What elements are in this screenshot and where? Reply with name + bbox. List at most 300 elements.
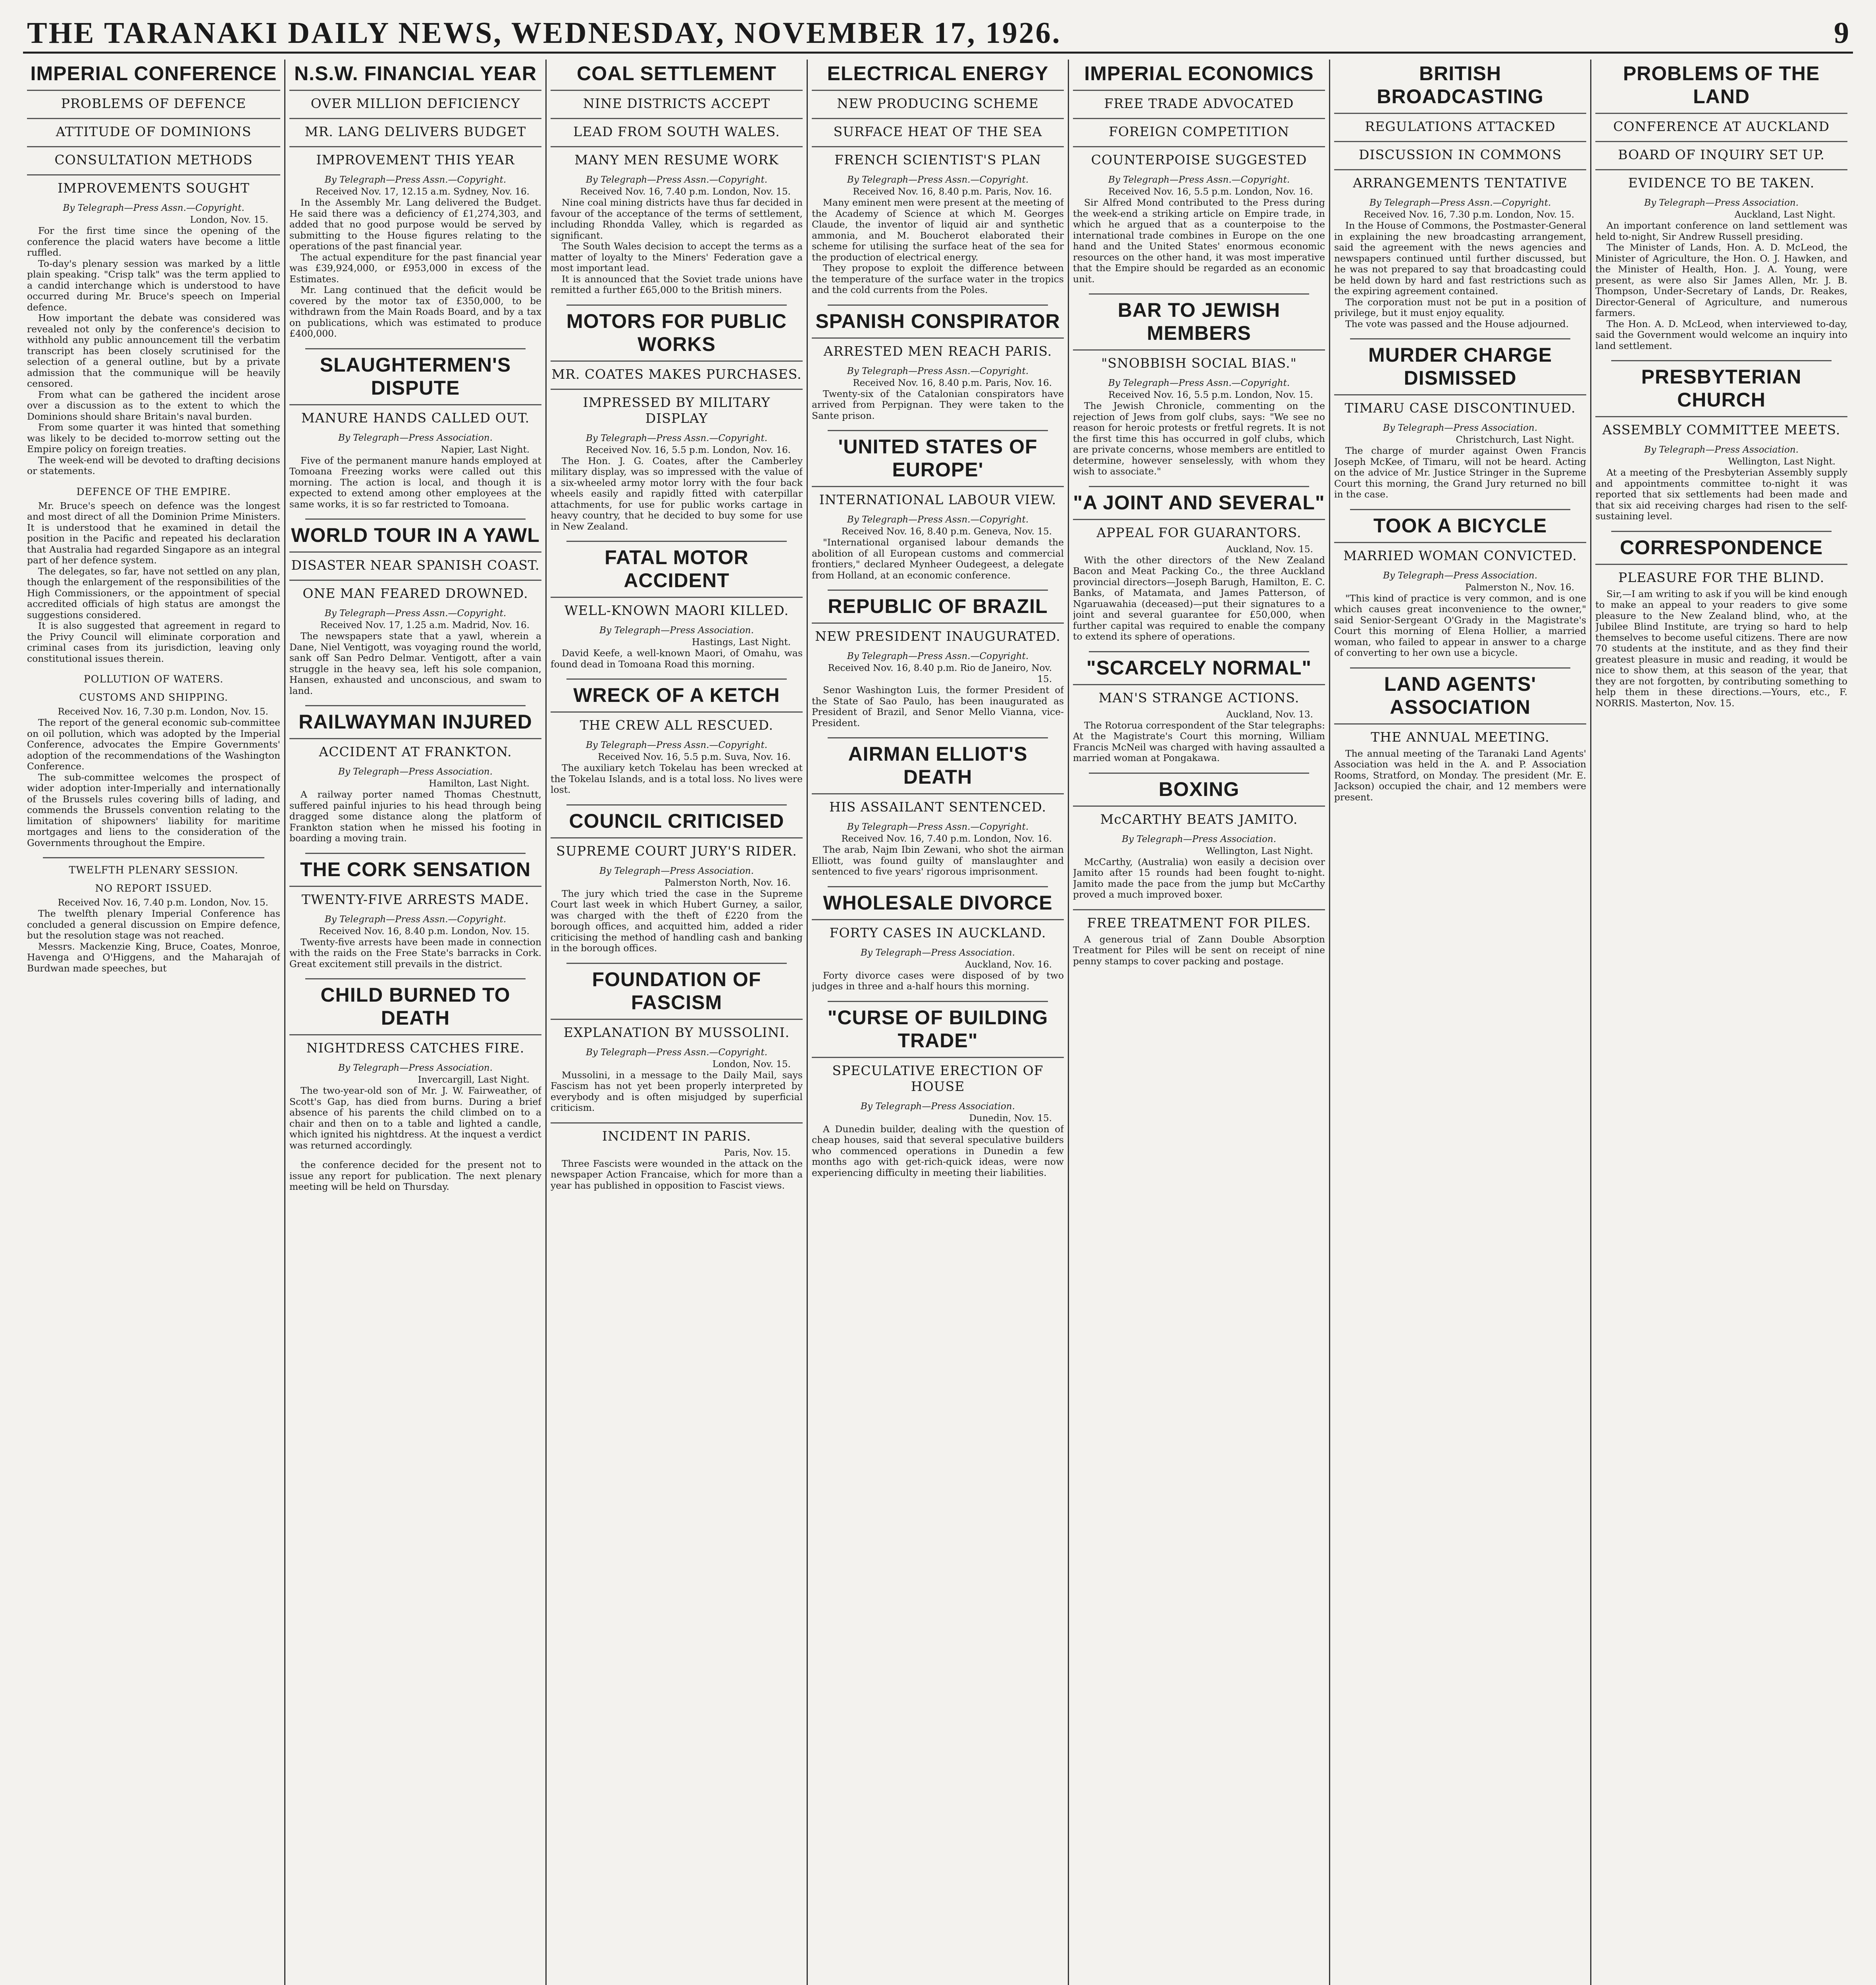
byline: By Telegraph—Press Association. xyxy=(338,1063,493,1073)
article xyxy=(812,737,1064,877)
article-subheadline: MARRIED WOMAN CONVICTED. xyxy=(1334,542,1586,567)
byline: By Telegraph—Press Assn.—Copyright. xyxy=(63,203,245,213)
paragraph: From some quarter it was hinted that something was likely to be decided to-morrow setting out the Empire policy on foreign treaties. xyxy=(27,422,280,455)
dateline: Received Nov. 16, 8.40 p.m. Rio de Janeiro, Nov. 15. xyxy=(828,663,1052,684)
divider-rule xyxy=(566,963,787,964)
article-body xyxy=(289,197,541,339)
article-body xyxy=(551,888,803,954)
article-body xyxy=(1595,589,1847,709)
article-headline: MOTORS FOR PUBLIC WORKS xyxy=(566,310,787,355)
article-body xyxy=(1073,555,1325,642)
dateline: Received Nov. 16, 7.40 p.m. London, Nov. 15. xyxy=(580,187,791,197)
article xyxy=(1073,651,1325,764)
subheadline: CONSULTATION METHODS xyxy=(27,146,280,171)
byline: By Telegraph—Press Association. xyxy=(861,1101,1015,1112)
paragraph: The two-year-old son of Mr. J. W. Fairweather, of Scott's Gap, has died from burns. During a brief absence of his parents the child climbed on to a chair and then on to a table and lighted a candle, which ignited his nightdress. At the inquest a verdict was returned accordingly. xyxy=(289,1085,541,1151)
paragraph: Five of the permanent manure hands employed at Tomoana Freezing works were called out this morning. The action is local, and though it is expected to extend among other employees at the same works, it is so far restricted to Tomoana. xyxy=(289,455,541,510)
divider-rule xyxy=(828,304,1048,306)
article xyxy=(812,886,1064,992)
dateline: Received Nov. 16, 8.40 p.m. Paris, Nov. 16. xyxy=(853,187,1052,197)
article-body xyxy=(1073,934,1325,967)
divider-rule xyxy=(566,804,787,806)
divider-rule xyxy=(1611,360,1832,361)
divider-rule xyxy=(1089,773,1309,774)
column-2 xyxy=(284,60,545,1985)
dateline: Received Nov. 16, 8.40 p.m. London, Nov. 15. xyxy=(319,926,530,937)
article-body xyxy=(1073,197,1325,285)
subheadline: EVIDENCE TO BE TAKEN. xyxy=(1595,169,1847,194)
dateline: Received Nov. 17, 1.25 a.m. Madrid, Nov. 16. xyxy=(320,620,530,630)
paragraph: Sir,—I am writing to ask if you will be kind enough to make an appeal to your readers to give some pleasure to the New Zealand blind, who, at the Jubilee Blind Institute, are trying so hard to help themselves to become useful citizens. There are now 70 students at the institute, and as they find their greatest pleasure in music and reading, it would be nice to show them, at this season of the year, that they are not forgotten, by contributing something to help them in these directions.—Yours, etc., F. NORRIS. Masterton, Nov. 15. xyxy=(1595,588,1847,709)
paragraph: "This kind of practice is very common, and is one which causes great inconvenience to the owner," said Senior-Sergeant O'Grady in the Magistrate's Court this morning of Elena Hollier, a married woman, who failed to appear in answer to a charge of converting to her own use a bicycle. xyxy=(1334,592,1586,658)
divider-rule xyxy=(566,678,787,680)
dateline: Palmerston North, Nov. 16. xyxy=(664,877,791,888)
byline: By Telegraph—Press Assn.—Copyright. xyxy=(1108,378,1290,388)
dateline: Received Nov. 16, 8.40 p.m. Paris, Nov. 16. xyxy=(853,378,1052,388)
article xyxy=(551,678,803,796)
article-body xyxy=(27,717,280,848)
column-content xyxy=(1334,60,1586,1985)
headline: IMPERIAL CONFERENCE xyxy=(30,62,277,85)
article-body xyxy=(1073,720,1325,764)
article xyxy=(812,430,1064,581)
byline: By Telegraph—Press Assn.—Copyright. xyxy=(586,740,768,750)
lead-article xyxy=(551,62,803,296)
article-subheadline: HIS ASSAILANT SENTENCED. xyxy=(812,793,1064,818)
dateline: Christchurch, Last Night. xyxy=(1456,435,1574,445)
article-subheadline: "SNOBBISH SOCIAL BIAS." xyxy=(1073,349,1325,374)
byline: By Telegraph—Press Assn.—Copyright. xyxy=(324,914,507,925)
article-body xyxy=(551,1158,803,1191)
article-subheadline: TIMARU CASE DISCONTINUED. xyxy=(1334,394,1586,419)
dateline: Received Nov. 16, 7.30 p.m. London, Nov. 15. xyxy=(1364,210,1574,220)
paragraph: Senor Washington Luis, the former President of the State of Sao Paulo, has been inaugurated as President of Brazil, and Senor Mello Vianna, vice-President. xyxy=(812,684,1064,728)
subheadline: IMPROVEMENT THIS YEAR xyxy=(289,146,541,171)
article-headline: SPANISH CONSPIRATOR xyxy=(815,310,1060,332)
article-body xyxy=(551,648,803,670)
byline: By Telegraph—Press Association. xyxy=(338,767,493,777)
article-headline: "CURSE OF BUILDING TRADE" xyxy=(827,1006,1048,1052)
article-headline: RAILWAYMAN INJURED xyxy=(299,711,532,733)
column-content xyxy=(289,60,541,1985)
sub-article xyxy=(27,857,280,974)
dateline: Invercargill, Last Night. xyxy=(418,1075,530,1085)
dateline: Auckland, Last Night. xyxy=(1734,210,1836,220)
article-body xyxy=(27,501,280,665)
subheadline: NEW PRODUCING SCHEME xyxy=(812,90,1064,115)
article-body xyxy=(812,685,1064,728)
section-subhead: NO REPORT ISSUED. xyxy=(95,883,212,894)
article-headline: CHILD BURNED TO DEATH xyxy=(320,984,510,1029)
article xyxy=(289,348,541,510)
byline: By Telegraph—Press Assn.—Copyright. xyxy=(324,175,507,185)
paragraph: The jury which tried the case in the Supreme Court last week in which Hubert Gurney, a sailor, was charged with the theft of £220 from the borough offices, and acquitted him, added a rider criticising the method of handling cash and banking in the borough offices. xyxy=(551,888,803,954)
article-headline: FOUNDATION OF FASCISM xyxy=(592,968,761,1014)
paragraph: Mr. Bruce's speech on defence was the longest and most direct of all the Dominion Prime Ministers. It is understood that he examined in detail the position in the Pacific and repeated his declaration that Australia had regarded Singapore as an integral part of her defence system. xyxy=(27,500,280,566)
paragraph: Twenty-six of the Catalonian conspirators have arrived from Perpignan. They were taken to the Sante prison. xyxy=(812,388,1064,421)
article-body xyxy=(289,1085,541,1151)
article-subheadline: WELL-KNOWN MAORI KILLED. xyxy=(551,597,803,622)
section-head: TWELFTH PLENARY SESSION. xyxy=(69,864,239,876)
dateline: Received Nov. 16, 8.40 p.m. Geneva, Nov. 15. xyxy=(841,526,1052,537)
paragraph: An important conference on land settlement was held to-night, Sir Andrew Russell presiding. xyxy=(1595,220,1847,242)
paragraph: Sir Alfred Mond contributed to the Press during the week-end a striking article on Empire trade, in which he argued that as a counterpoise to the international trade combines in Europe on the one hand and the United States' enormous economic resources on the other hand, it was most imperative that the Empire should be regarded as an economic unit. xyxy=(1073,197,1325,285)
byline: By Telegraph—Press Assn.—Copyright. xyxy=(324,608,507,619)
column-3 xyxy=(545,60,807,1985)
divider-rule xyxy=(305,853,526,854)
paragraph: The arab, Najm Ibin Zewani, who shot the airman Elliott, was found guilty of manslaughter and sentenced to five years' rigorous imprisonment. xyxy=(812,844,1064,877)
article xyxy=(289,978,541,1151)
article-headline: AIRMAN ELLIOT'S DEATH xyxy=(848,743,1028,788)
subheadline: CONFERENCE AT AUCKLAND xyxy=(1595,113,1847,138)
article xyxy=(1073,773,1325,900)
byline: By Telegraph—Press Association. xyxy=(1644,198,1799,208)
dateline: London, Nov. 15. xyxy=(712,1059,791,1070)
article-subheadline: NIGHTDRESS CATCHES FIRE. xyxy=(289,1034,541,1059)
article-headline: SLAUGHTERMEN'S DISPUTE xyxy=(320,353,511,399)
paragraph: The auxiliary ketch Tokelau has been wrecked at the Tokelau Islands, and is a total loss. No lives were lost. xyxy=(551,762,803,795)
column-7 xyxy=(1590,60,1851,1985)
article-body xyxy=(1334,220,1586,330)
dateline: Received Nov. 16, 5.5 p.m. London, Nov. 15. xyxy=(1108,390,1313,400)
article xyxy=(1334,509,1586,659)
article xyxy=(551,541,803,670)
article xyxy=(812,1001,1064,1179)
article-subheadline: SUPREME COURT JURY'S RIDER. xyxy=(551,837,803,862)
article xyxy=(551,963,803,1114)
article-subheadline: EXPLANATION BY MUSSOLINI. xyxy=(551,1019,803,1044)
sub-article xyxy=(27,673,280,848)
divider-rule xyxy=(305,978,526,979)
headline: ELECTRICAL ENERGY xyxy=(827,62,1049,85)
subheadline: FRENCH SCIENTIST'S PLAN xyxy=(812,146,1064,171)
column-content xyxy=(1595,60,1847,1985)
column-4 xyxy=(807,60,1068,1985)
subheadline: ARRANGEMENTS TENTATIVE xyxy=(1334,169,1586,194)
article-body xyxy=(551,197,803,296)
headline: IMPERIAL ECONOMICS xyxy=(1084,62,1314,85)
subheadline: FREE TRADE ADVOCATED xyxy=(1073,90,1325,115)
divider-rule xyxy=(828,737,1048,738)
subheadline: LEAD FROM SOUTH WALES. xyxy=(551,118,803,143)
headline: COAL SETTLEMENT xyxy=(577,62,776,85)
article-body xyxy=(289,789,541,844)
dateline: Wellington, Last Night. xyxy=(1728,457,1836,467)
masthead-title: THE TARANAKI DAILY NEWS, WEDNESDAY, NOVEMBER 17, 1926. xyxy=(27,16,1061,50)
divider-rule xyxy=(1611,531,1832,532)
column-content xyxy=(1073,60,1325,1985)
byline: By Telegraph—Press Association. xyxy=(599,625,754,636)
article xyxy=(812,590,1064,728)
article-headline: WORLD TOUR IN A YAWL xyxy=(291,524,540,546)
article-subheadline: MAN'S STRANGE ACTIONS. xyxy=(1073,684,1325,709)
column-content xyxy=(551,60,803,1985)
article-subheadline: McCARTHY BEATS JAMITO. xyxy=(1073,806,1325,831)
article-body xyxy=(812,537,1064,581)
paragraph: The delegates, so far, have not settled on any plan, though the enlargement of the responsibilities of the High Commissioners, or the appointment of special accredited officials of high status are amongst the suggestions considered. xyxy=(27,565,280,621)
dateline: Received Nov. 16, 5.5 p.m. Suva, Nov. 16. xyxy=(598,752,791,762)
article-headline: WHOLESALE DIVORCE xyxy=(823,891,1053,914)
dateline: Received Nov. 16, 5.5 p.m. London, Nov. 16. xyxy=(586,445,791,455)
article-headline: CORRESPONDENCE xyxy=(1620,536,1823,559)
article-headline: "SCARCELY NORMAL" xyxy=(1086,656,1312,679)
article-headline: REPUBLIC OF BRAZIL xyxy=(828,595,1048,617)
dateline: Received Nov. 16, 7.30 p.m. London, Nov. 15. xyxy=(58,707,268,717)
divider-rule xyxy=(1089,651,1309,652)
masthead xyxy=(23,16,1853,54)
divider-rule xyxy=(828,590,1048,591)
column-1 xyxy=(23,60,284,1985)
byline: By Telegraph—Press Association. xyxy=(1122,834,1276,844)
paragraph: McCarthy, (Australia) won easily a decision over Jamito after 15 rounds had been fought to-night. Jamito made the pace from the jump but McCarthy proved a much improved boxer. xyxy=(1073,856,1325,900)
subheadline: NINE DISTRICTS ACCEPT xyxy=(551,90,803,115)
dateline: London, Nov. 15. xyxy=(190,215,268,225)
article-headline: PRESBYTERIAN CHURCH xyxy=(1641,366,1802,411)
article-subheadline: MANURE HANDS CALLED OUT. xyxy=(289,404,541,429)
divider-rule xyxy=(1350,509,1570,510)
paragraph: A Dunedin builder, dealing with the question of cheap houses, said that several speculative builders who commenced operations in Dunedin a few months ago with get-rich-quick ideas, were now experiencing difficulty in meeting their liabilities. xyxy=(812,1123,1064,1178)
article-body xyxy=(551,763,803,796)
article-body xyxy=(812,970,1064,992)
byline: By Telegraph—Press Assn.—Copyright. xyxy=(847,366,1029,376)
paragraph: In the Assembly Mr. Lang delivered the Budget. He said there was a deficiency of £1,274,303, and added that no good purpose would be served by submitting to the House figures relating to the operations of the past financial year. xyxy=(289,197,541,252)
lead-article xyxy=(27,62,280,477)
dateline: Hastings, Last Night. xyxy=(691,637,791,648)
byline: By Telegraph—Press Assn.—Copyright. xyxy=(586,1047,768,1058)
headline: BRITISH BROADCASTING xyxy=(1377,62,1544,108)
byline: By Telegraph—Press Association. xyxy=(338,432,493,443)
paragraph: David Keefe, a well-known Maori, of Omahu, was found dead in Tomoana Road this morning. xyxy=(551,648,803,670)
divider-rule xyxy=(828,1001,1048,1002)
article-subheadline: ONE MAN FEARED DROWNED. xyxy=(289,580,541,605)
section-head: POLLUTION OF WATERS. xyxy=(84,673,223,685)
dateline: Received Nov. 16, 5.5 p.m. London, Nov. 16. xyxy=(1108,187,1313,197)
dateline: Palmerston N., Nov. 16. xyxy=(1465,582,1574,593)
article-headline: "A JOINT AND SEVERAL" xyxy=(1073,491,1325,514)
subheadline: OVER MILLION DEFICIENCY xyxy=(289,90,541,115)
byline: By Telegraph—Press Association. xyxy=(861,947,1015,958)
divider-rule xyxy=(305,705,526,706)
subheadline: ATTITUDE OF DOMINIONS xyxy=(27,118,280,143)
subheadline: BOARD OF INQUIRY SET UP. xyxy=(1595,141,1847,166)
paragraph: The report of the general economic sub-committee on oil pollution, which was adopted by the Imperial Conference, advocates the Empire Governments' adoption of the recommendations of the Washington Conference. xyxy=(27,717,280,772)
section-subhead: CUSTOMS AND SHIPPING. xyxy=(79,692,228,703)
dateline: Dunedin, Nov. 15. xyxy=(969,1113,1052,1124)
article-headline: MURDER CHARGE DISMISSED xyxy=(1368,344,1552,389)
paragraph: The Hon. J. G. Coates, after the Camberley military display, was so impressed with the value of a six-wheeled army motor lorry with the four back wheels easily and rapidly fitted with caterpillar attachments, for use for public works cartage in heavy country, that he decided to buy some for use in New Zealand. xyxy=(551,455,803,532)
paragraph: From what can be gathered the incident arose over a discussion as to the extent to which the Dominions should share Britain's naval burden. xyxy=(27,389,280,422)
paragraph: The annual meeting of the Taranaki Land Agents' Association was held in the A. and P. Association Rooms, Stratford, on Monday. The president (Mr. E. Jackson) occupied the chair, and 12 members were present. xyxy=(1334,748,1586,803)
byline: By Telegraph—Press Assn.—Copyright. xyxy=(847,651,1029,661)
article-body xyxy=(289,937,541,970)
article xyxy=(289,518,541,696)
article-body xyxy=(812,197,1064,296)
dateline: Hamilton, Last Night. xyxy=(429,779,530,789)
byline: By Telegraph—Press Association. xyxy=(1644,445,1799,455)
subheadline: SURFACE HEAT OF THE SEA xyxy=(812,118,1064,143)
divider-rule xyxy=(1089,293,1309,295)
article-subheadline: INTERNATIONAL LABOUR VIEW. xyxy=(812,486,1064,511)
paragraph: For the first time since the opening of the conference the placid waters have become a little ruffled. xyxy=(27,225,280,258)
article-body xyxy=(812,1124,1064,1179)
article xyxy=(551,304,803,532)
article-body xyxy=(1073,857,1325,900)
article-subheadline: SPECULATIVE ERECTION OF HOUSE xyxy=(812,1057,1064,1098)
divider-rule xyxy=(1350,338,1570,339)
byline: By Telegraph—Press Association. xyxy=(599,865,754,876)
subheadline: MANY MEN RESUME WORK xyxy=(551,146,803,171)
article-subheadline: THE ANNUAL MEETING. xyxy=(1334,723,1586,748)
article-headline: WRECK OF A KETCH xyxy=(573,684,780,706)
paragraph: How important the debate was considered was revealed not only by the conference's decision to withhold any public announcement till the verbatim transcript has been closely scrutinised for the selection of a general outline, but by a private admission that the communique will be heavily censored. xyxy=(27,312,280,389)
article-headline: FATAL MOTOR ACCIDENT xyxy=(605,546,749,592)
article-body xyxy=(1334,593,1586,659)
dateline: Paris, Nov. 15. xyxy=(724,1147,791,1158)
article-body xyxy=(1595,220,1847,351)
lead-article xyxy=(1073,62,1325,285)
paragraph: The Rotorua correspondent of the Star telegraphs: At the Magistrate's Court this morning, William Francis McNeil was charged with having assaulted a married woman at Pongakawa. xyxy=(1073,719,1325,763)
byline: By Telegraph—Press Association. xyxy=(1383,423,1537,433)
paragraph: the conference decided for the present not to issue any report for publication. The next plenary meeting will be held on Thursday. xyxy=(289,1159,541,1192)
article-body xyxy=(1334,445,1586,500)
byline: By Telegraph—Press Assn.—Copyright. xyxy=(847,822,1029,832)
article-subheadline: TWENTY-FIVE ARRESTS MADE. xyxy=(289,886,541,911)
paragraph: The week-end will be devoted to drafting decisions or statements. xyxy=(27,454,280,476)
paragraph: Twenty-five arrests have been made in connection with the raids on the Free State's barracks in Cork. Great excitement still prevails in the district. xyxy=(289,936,541,969)
paragraph: The Minister of Lands, Hon. A. D. McLeod, the Minister of Agriculture, the Hon. O. J. Hawken, and the Minister of Health, Hon. J. A. Young, were present, as were also Sir James Allen, Mr. J. B. Thompson, Under-Secretary of Lands, Dr. Reakes, Director-General of Agriculture, and numerous farmers. xyxy=(1595,242,1847,318)
article xyxy=(812,304,1064,422)
article-subheadline: FORTY CASES IN AUCKLAND. xyxy=(812,919,1064,944)
article-subheadline: INCIDENT IN PARIS. xyxy=(551,1122,803,1147)
article-headline: BOXING xyxy=(1158,778,1240,800)
article-subheadline: ACCIDENT AT FRANKTON. xyxy=(289,738,541,763)
headline: N.S.W. FINANCIAL YEAR xyxy=(294,62,537,85)
byline: By Telegraph—Press Assn.—Copyright. xyxy=(847,515,1029,525)
sub-article xyxy=(27,486,280,665)
article-subheadline: PLEASURE FOR THE BLIND. xyxy=(1595,564,1847,589)
lead-article xyxy=(289,62,541,339)
article xyxy=(1334,667,1586,803)
subheadline: FOREIGN COMPETITION xyxy=(1073,118,1325,143)
paragraph: A railway porter named Thomas Chestnutt, suffered painful injuries to his head through being dragged some distance along the platform of Frankton station when he missed his footing in boarding a moving train. xyxy=(289,789,541,844)
byline: By Telegraph—Press Assn.—Copyright. xyxy=(1369,198,1551,208)
article-headline: BAR TO JEWISH MEMBERS xyxy=(1117,299,1281,344)
article-subheadline: FREE TREATMENT FOR PILES. xyxy=(1073,909,1325,934)
lead-article xyxy=(1334,62,1586,330)
divider-rule xyxy=(828,430,1048,431)
article-body xyxy=(551,1070,803,1114)
article-body xyxy=(27,908,280,974)
article xyxy=(1073,293,1325,477)
page-number: 9 xyxy=(1834,16,1849,50)
paragraph: A generous trial of Zann Double Absorption Treatment for Piles will be sent on receipt of nine penny stamps to cover packing and postage. xyxy=(1073,933,1325,967)
paragraph: The twelfth plenary Imperial Conference has concluded a general discussion on Empire defence, but the resolution stage was not reached. xyxy=(27,908,280,941)
paragraph: Mr. Lang continued that the deficit would be covered by the motor tax of £350,000, to be withdrawn from the Main Roads Board, and by a tax on publications, which was estimated to produce £400,000. xyxy=(289,284,541,339)
article-body xyxy=(1595,467,1847,522)
article-body xyxy=(812,844,1064,877)
article-body xyxy=(27,225,280,477)
divider-rule xyxy=(305,348,526,349)
paragraph: To-day's plenary session was marked by a little plain speaking. "Crisp talk" was the term applied to a candid interchange which is understood to have occurred during Mr. Bruce's speech on Imperial defence. xyxy=(27,258,280,313)
article-subheadline: MR. COATES MAKES PURCHASES. xyxy=(551,360,803,385)
article xyxy=(551,804,803,954)
article-subheadline: NEW PRESIDENT INAUGURATED. xyxy=(812,622,1064,648)
divider-rule xyxy=(566,304,787,306)
lead-article xyxy=(812,62,1064,296)
article-headline: THE CORK SENSATION xyxy=(300,858,531,881)
paragraph: The newspapers state that a yawl, wherein a Dane, Niel Ventigott, was voyaging round the world, sank off San Pedro Delmar. Ventigott, after a vain struggle in the heavy sea, left his sole companion, Hansen, exhausted and unconscious, and swam to land. xyxy=(289,630,541,696)
subheadline: DISCUSSION IN COMMONS xyxy=(1334,141,1586,166)
subheadline: COUNTERPOISE SUGGESTED xyxy=(1073,146,1325,171)
paragraph: "International organised labour demands the abolition of all European customs and commercial frontiers," declared Mynheer Oudegeest, a delegate from Holland, at an economic conference. xyxy=(812,537,1064,581)
headline: PROBLEMS OF THE LAND xyxy=(1623,62,1820,108)
paragraph: Mussolini, in a message to the Daily Mail, says Fascism has not yet been properly interpreted by everybody and is often misjudged by superficial criticism. xyxy=(551,1069,803,1113)
column-content xyxy=(27,60,280,1985)
article-body xyxy=(551,456,803,532)
divider-rule xyxy=(828,886,1048,887)
byline: By Telegraph—Press Assn.—Copyright. xyxy=(586,433,768,443)
article-headline: TOOK A BICYCLE xyxy=(1373,514,1547,537)
article-body xyxy=(812,389,1064,422)
article-subheadline: APPEAL FOR GUARANTORS. xyxy=(1073,519,1325,544)
article-headline: LAND AGENTS' ASSOCIATION xyxy=(1384,673,1537,718)
article-subheadline: DISASTER NEAR SPANISH COAST. xyxy=(289,551,541,576)
dateline: Wellington, Last Night. xyxy=(1206,846,1313,856)
article xyxy=(1595,531,1847,709)
article-body xyxy=(289,631,541,696)
divider-rule xyxy=(305,518,526,520)
dateline: Auckland, Nov. 13. xyxy=(1226,709,1313,720)
paragraph: The vote was passed and the House adjourned. xyxy=(1345,318,1569,330)
byline: By Telegraph—Press Assn.—Copyright. xyxy=(847,175,1029,185)
paragraph: Three Fascists were wounded in the attack on the newspaper Action Francaise, which for more than a year has published in opposition to Fascist views. xyxy=(551,1158,803,1191)
subheadline: MR. LANG DELIVERS BUDGET xyxy=(289,118,541,143)
divider-rule xyxy=(1089,486,1309,487)
paragraph: They propose to exploit the difference between the temperature of the surface water in the tropics and the cold currents from the Poles. xyxy=(812,262,1064,295)
paragraph: Nine coal mining districts have thus far decided in favour of the acceptance of the terms of settlement, including Rhondda Valley, which is regarded as significant. xyxy=(551,197,803,241)
article xyxy=(289,705,541,844)
article xyxy=(1073,909,1325,967)
article-body xyxy=(289,1160,541,1193)
paragraph: It is announced that the Soviet trade unions have remitted a further £65,000 to the British miners. xyxy=(551,273,803,295)
article-headline: 'UNITED STATES OF EUROPE' xyxy=(838,436,1038,481)
dateline: Received Nov. 16, 7.40 p.m. London, Nov. 15. xyxy=(58,898,268,908)
article-subheadline: ASSEMBLY COMMITTEE MEETS. xyxy=(1595,416,1847,441)
subheadline: REGULATIONS ATTACKED xyxy=(1334,113,1586,138)
article xyxy=(1334,338,1586,500)
subheadline: PROBLEMS OF DEFENCE xyxy=(27,90,280,115)
article-subheadline: THE CREW ALL RESCUED. xyxy=(551,711,803,736)
column-content xyxy=(812,60,1064,1985)
paragraph: The Jewish Chronicle, commenting on the rejection of Jews from golf clubs, says: "We see no reason for heroic protests or fretful regrets. It is not the first time this has occurred in golf clubs, which are private concerns, whose members are entitled to determine, however senselessly, with whom they wish to associate." xyxy=(1073,400,1325,477)
byline: By Telegraph—Press Assn.—Copyright. xyxy=(586,175,768,185)
paragraph: With the other directors of the New Zealand Bacon and Meat Packing Co., the three Auckland provincial directors—Joseph Barugh, Hamilton, E. C. Banks, of Matamata, and James Patterson, of Ngaruawahia (deceased)—put their signatures to a joint and several guarantee for £50,000, when further capital was required to enable the company to extend its sphere of operations. xyxy=(1073,554,1325,642)
column-5 xyxy=(1068,60,1329,1985)
paragraph: At a meeting of the Presbyterian Assembly supply and appointments committee to-night it was reported that six settlements had been made and that six aid receiving charges had risen to the self-sustaining level. xyxy=(1595,467,1847,522)
article-columns xyxy=(23,60,1853,1985)
paragraph: It is also suggested that agreement in regard to the Privy Council will eliminate corporation and criminal cases from its jurisdiction, leaving only constitutional issues therein. xyxy=(27,620,280,664)
subheadline: IMPROVEMENTS SOUGHT xyxy=(27,174,280,199)
article-body xyxy=(289,455,541,510)
paragraph: The actual expenditure for the past financial year was £39,924,000, or £953,000 in excess of the Estimates. xyxy=(289,251,541,285)
paragraph: In the House of Commons, the Postmaster-General in explaining the new broadcasting arrangement, said the agreement with the news agencies and newspapers continued until further discussed, but he was not prepared to say that broadcasting could be held down by hard and fast restrictions such as the expiring agreement contained. xyxy=(1334,220,1586,297)
paragraph: The corporation must not be put in a position of privilege, but it must enjoy equality. xyxy=(1334,296,1586,318)
paragraph: The Hon. A. D. McLeod, when interviewed to-day, said the Government would welcome an inquiry into land settlement. xyxy=(1595,318,1847,351)
article-body xyxy=(1073,401,1325,477)
paragraph: The charge of murder against Owen Francis Joseph McKee, of Timaru, will not be heard. Acting on the advice of Mr. Justice Stringer in the Supreme Court this morning, the Grand Jury returned no bill in the case. xyxy=(1334,445,1586,500)
dateline: Napier, Last Night. xyxy=(441,444,530,455)
divider-rule xyxy=(1350,667,1570,669)
